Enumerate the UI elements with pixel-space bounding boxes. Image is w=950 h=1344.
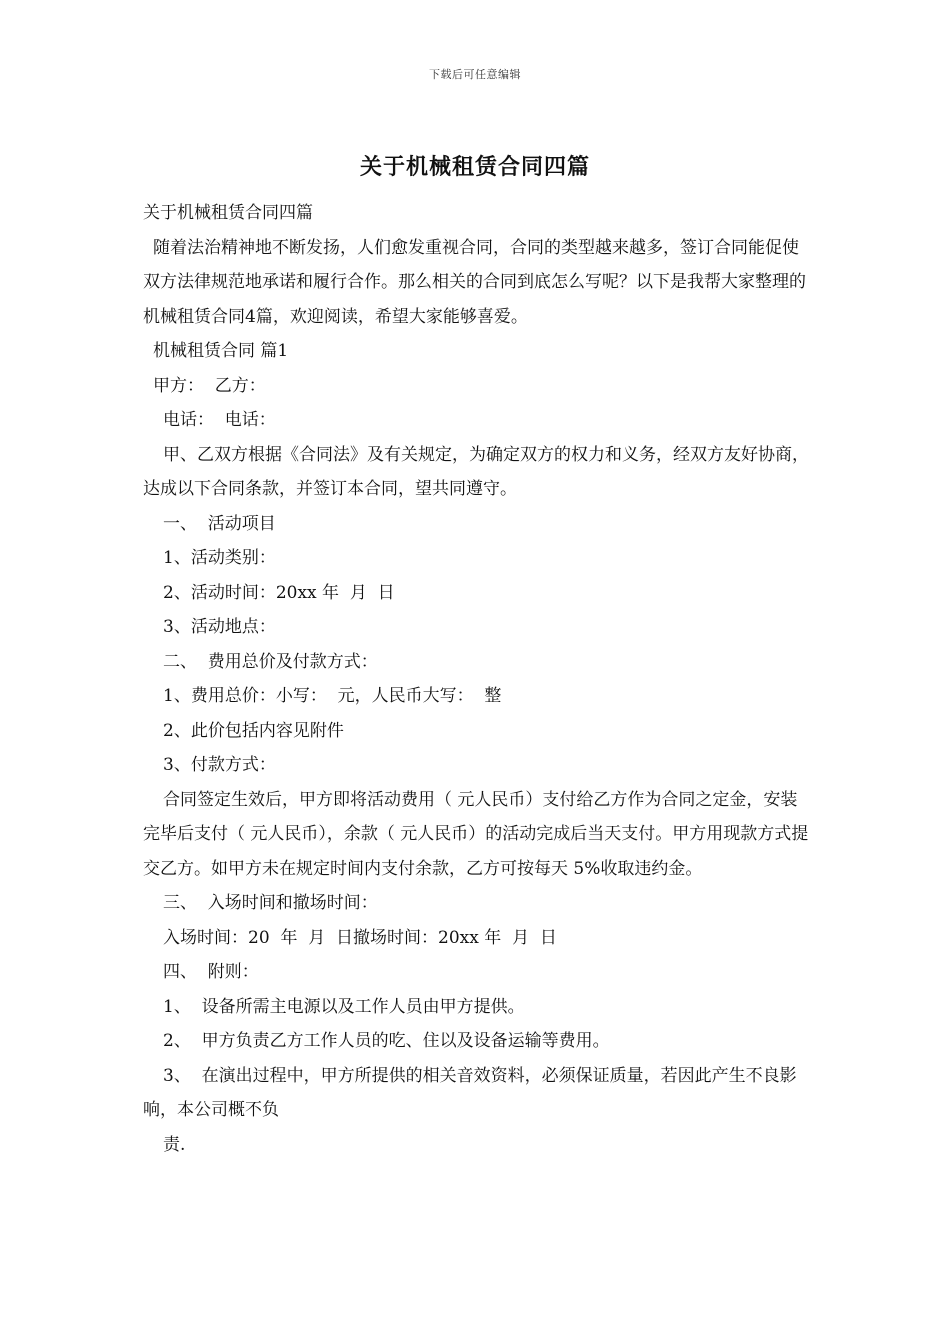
clause-heading-1: 一、 活动项目 (163, 513, 276, 534)
clause-item: 1、活动类别： (163, 548, 276, 568)
clause-item: 3、付款方式： (163, 755, 276, 775)
agreement-paragraph: 甲、乙双方根据《合同法》及有关规定，为确定双方的权力和义务，经双方友好协商，达成以下合同条款，并签订本合同，望共同遵守。 (143, 444, 809, 499)
party-line: 甲方： 乙方： (153, 375, 266, 396)
clause-item: 2、此价包括内容见附件 (163, 720, 344, 741)
clause-item: 入场时间：20 年 月 日撤场时间：20xx 年 月 日 (163, 927, 557, 948)
clause-item: 2、 甲方负责乙方工作人员的吃、住以及设备运输等费用。 (163, 1031, 610, 1051)
clause-item: 3、活动地点： (163, 617, 276, 637)
phone-line: 电话： 电话： (163, 410, 276, 430)
payment-paragraph: 合同签定生效后，甲方即将活动费用（ 元人民币）支付给乙方作为合同之定金，安装完毕后支付（ 元人民币），余款（ 元人民币）的活动完成后当天支付。甲方用现款方式提交乙方。如甲方未在规定时间内支付余款，乙方可按每天 5%收取违约金。 (143, 789, 809, 879)
intro-paragraph: 随着法治精神地不断发扬，人们愈发重视合同，合同的类型越来越多，签订合同能促使双方法律规范地承诺和履行合作。那么相关的合同到底怎么写呢？以下是我帮大家整理的机械租赁合同4篇，欢迎阅读，希望大家能够喜爱。 (143, 237, 806, 327)
clause-item: 2、活动时间：20xx 年 月 日 (163, 582, 395, 603)
section-heading-contract-1: 机械租赁合同 篇1 (153, 341, 289, 361)
clause-item-continuation: 责. (163, 1134, 186, 1155)
header-note: 下载后可任意编辑 (429, 68, 521, 81)
subtitle-paragraph: 关于机械租赁合同四篇 (143, 203, 313, 223)
clause-item: 3、 在演出过程中，甲方所提供的相关音效资料，必须保证质量，若因此产生不良影响，本公司概不负 (143, 1065, 797, 1120)
document-body (143, 196, 811, 1162)
clause-heading-3: 三、 入场时间和撤场时间： (163, 893, 378, 913)
clause-item: 1、费用总价：小写： 元，人民币大写： 整 (163, 686, 502, 706)
clause-item: 1、 设备所需主电源以及工作人员由甲方提供。 (163, 996, 525, 1017)
clause-heading-2: 二、 费用总价及付款方式： (163, 651, 378, 672)
document-title: 关于机械租赁合同四篇 (359, 154, 590, 180)
clause-heading-4: 四、 附则： (163, 962, 259, 982)
